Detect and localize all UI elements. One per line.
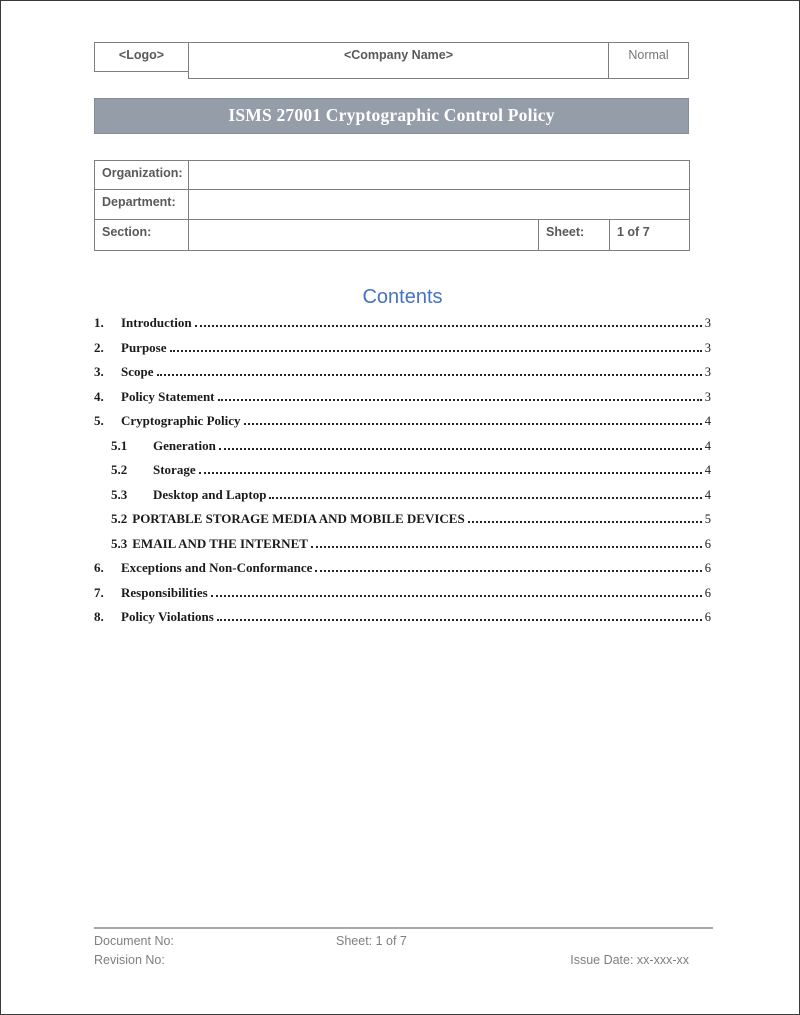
toc-entry-number: 7. <box>94 584 104 600</box>
toc-entry-page: 3 <box>704 316 711 330</box>
toc-dot-leader <box>269 497 701 499</box>
toc-entry-number: 5.3 <box>111 535 128 551</box>
toc-entry-page: 4 <box>704 487 711 502</box>
toc-dot-leader <box>218 399 702 401</box>
footer-issue-date: Issue Date: xx-xxx-xx <box>570 953 689 967</box>
toc-entry-page: 3 <box>704 340 711 355</box>
toc-entry[interactable] <box>94 315 711 331</box>
toc-entry-title: Responsibilities <box>121 584 208 600</box>
toc-entry[interactable] <box>94 511 711 527</box>
toc-entry-title: Generation <box>153 437 216 453</box>
toc-entry-number: 5. <box>94 413 104 428</box>
toc-entry[interactable] <box>94 585 711 601</box>
toc-entry-page: 6 <box>704 561 711 575</box>
toc-entry-page: 4 <box>704 438 711 453</box>
toc-entry-title: Policy Statement <box>121 388 215 404</box>
footer-sheet: Sheet: 1 of 7 <box>336 934 407 948</box>
toc-entry-number: 8. <box>94 609 104 624</box>
footer-document-no: Document No: <box>94 934 174 948</box>
toc-dot-leader <box>211 595 702 597</box>
toc-entry-title: EMAIL AND THE INTERNET <box>132 535 308 551</box>
toc-entry-page: 4 <box>704 414 711 428</box>
toc-entry-page: 6 <box>704 610 711 624</box>
toc-entry-number: 6. <box>94 560 104 575</box>
toc-list <box>94 315 711 634</box>
contents-heading: Contents <box>362 286 443 308</box>
toc-entry-page: 3 <box>704 389 711 404</box>
toc-entry-number: 5.3 <box>111 486 128 502</box>
toc-entry-number: 5.1 <box>111 437 128 453</box>
section-label: Section: <box>94 219 189 251</box>
toc-entry[interactable] <box>94 389 711 405</box>
toc-entry[interactable] <box>94 609 711 625</box>
toc-dot-leader <box>315 570 701 572</box>
toc-dot-leader <box>219 448 702 450</box>
toc-entry-number: 5.2 <box>111 511 128 526</box>
toc-entry-page: 3 <box>704 365 711 379</box>
toc-entry-number: 3. <box>94 364 104 379</box>
toc-dot-leader <box>157 374 702 376</box>
toc-dot-leader <box>311 546 702 548</box>
toc-entry-title: Cryptographic Policy <box>121 413 241 428</box>
toc-entry[interactable] <box>94 413 711 429</box>
toc-entry[interactable] <box>94 462 711 478</box>
toc-entry-title: Introduction <box>121 315 192 330</box>
toc-dot-leader <box>199 472 702 474</box>
department-label: Department: <box>94 189 189 220</box>
toc-entry-page: 6 <box>704 536 711 551</box>
toc-entry-number: 4. <box>94 388 104 404</box>
doc-classification-cell: Normal <box>608 42 689 79</box>
toc-entry-page: 6 <box>704 585 711 600</box>
toc-entry-title: Exceptions and Non-Conformance <box>121 560 313 575</box>
toc-dot-leader <box>244 423 702 425</box>
toc-entry[interactable] <box>94 487 711 503</box>
toc-entry-title: PORTABLE STORAGE MEDIA AND MOBILE DEVICES <box>132 511 465 526</box>
footer-divider <box>94 927 713 929</box>
toc-entry[interactable] <box>94 536 711 552</box>
toc-dot-leader <box>468 521 702 523</box>
toc-entry-title: Purpose <box>121 339 167 355</box>
toc-entry-title: Scope <box>121 364 154 379</box>
toc-entry-title: Desktop and Laptop <box>153 486 267 502</box>
organization-value-field[interactable] <box>188 160 690 190</box>
organization-label: Organization: <box>94 160 189 190</box>
toc-entry[interactable] <box>94 438 711 454</box>
department-value-field[interactable] <box>188 189 690 220</box>
logo-placeholder-cell: <Logo> <box>94 42 189 72</box>
company-name-cell: <Company Name> <box>188 42 609 79</box>
toc-entry-number: 2. <box>94 339 104 355</box>
toc-entry-page: 5 <box>704 512 711 526</box>
toc-entry-title: Storage <box>153 462 196 477</box>
toc-entry-title: Policy Violations <box>121 609 214 624</box>
sheet-label: Sheet: <box>538 219 610 251</box>
toc-entry[interactable] <box>94 340 711 356</box>
footer-revision-no: Revision No: <box>94 953 165 967</box>
toc-entry-number: 1. <box>94 315 104 330</box>
section-value-field[interactable] <box>188 219 539 251</box>
toc-entry-number: 5.2 <box>111 462 128 477</box>
document-title: ISMS 27001 Cryptographic Control Policy <box>94 98 689 134</box>
toc-entry[interactable] <box>94 364 711 380</box>
toc-entry-page: 4 <box>704 463 711 477</box>
toc-dot-leader <box>170 350 702 352</box>
toc-entry[interactable] <box>94 560 711 576</box>
sheet-value: 1 of 7 <box>609 219 690 251</box>
toc-dot-leader <box>217 619 702 621</box>
toc-dot-leader <box>195 325 702 327</box>
